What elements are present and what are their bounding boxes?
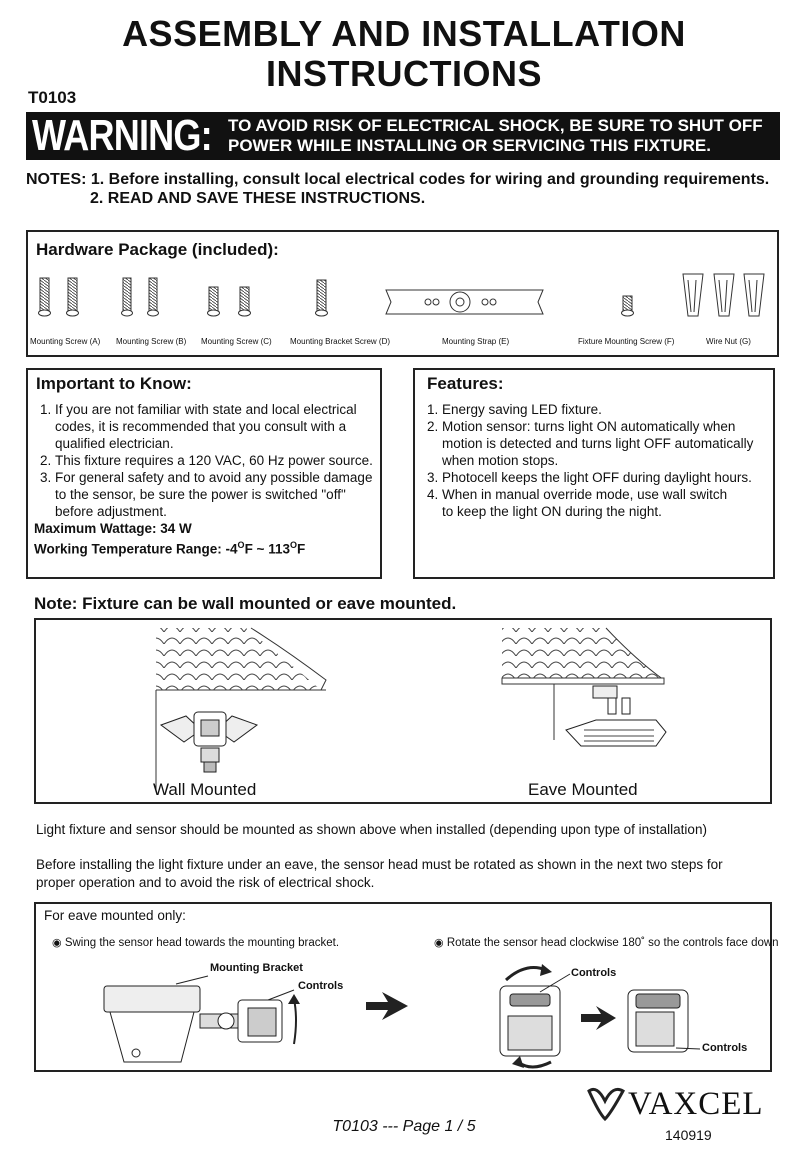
screw-b-icon <box>122 278 159 316</box>
screw-f-icon <box>622 296 634 316</box>
features-title: Features: <box>427 374 504 393</box>
eave-step-2: ◉ Rotate the sensor head clockwise 180˚ so the controls face down <box>434 937 779 949</box>
feature-line: to keep the light ON during the night. <box>442 504 662 519</box>
arrow-right-icon-2 <box>581 1006 616 1030</box>
mounting-illustration-box <box>34 618 772 804</box>
wall-mounted-label: Wall Mounted <box>153 780 257 799</box>
brand-logo <box>585 1083 627 1128</box>
important-list <box>34 401 374 558</box>
hardware-title: Hardware Package (included): <box>36 240 279 259</box>
notes <box>26 170 769 208</box>
eave-steps-illustration <box>36 904 770 1070</box>
hardware-label-a: Mounting Screw (A) <box>30 337 101 346</box>
important-box <box>26 368 382 579</box>
page-footer: T0103 --- Page 1 / 5 <box>332 1118 476 1135</box>
wall-fixture-icon <box>161 712 257 772</box>
rotated-sensor-result-icon <box>628 990 700 1052</box>
note-2: 2. READ AND SAVE THESE INSTRUCTIONS. <box>90 190 426 207</box>
eave-mounted-label: Eave Mounted <box>528 780 638 799</box>
page-title: ASSEMBLY AND INSTALLATION <box>122 13 686 54</box>
features-list <box>427 401 773 520</box>
important-item-3: 3. For general safety and to avoid any possible damage to the sensor, be sure the power is switched "off" before adjustment. <box>55 469 374 520</box>
important-item-1: 1. If you are not familiar with state and local electrical codes, it is recommended that you consult with a qualified electrician. <box>55 401 374 452</box>
model-code: T0103 <box>28 88 77 107</box>
controls-label-1: Controls <box>298 980 344 992</box>
eave-fixture-icon <box>566 686 666 746</box>
important-item-2: 2. This fixture requires a 120 VAC, 60 Hz power source. <box>55 452 374 469</box>
brand-name: VAXCEL <box>628 1086 764 1122</box>
eave-intro-line-1: Before installing the light fixture under an eave, the sensor head must be rotated as shown in the next two steps for <box>36 857 723 872</box>
feature-line: when motion stops. <box>442 453 559 468</box>
mounting-note: Note: Fixture can be wall mounted or eave mounted. <box>34 594 457 613</box>
note-1: NOTES: 1. Before installing, consult local electrical codes for wiring and grounding requirements. <box>26 171 770 188</box>
feature-line: 4. When in manual override mode, use wall switch <box>427 487 728 502</box>
important-title: Important to Know: <box>36 374 192 393</box>
eave-only-title: For eave mounted only: <box>44 908 186 923</box>
bracket-fixture-icon <box>104 976 300 1062</box>
warning-banner <box>26 112 780 160</box>
arrow-right-icon <box>366 992 408 1020</box>
hardware-label-c: Mounting Screw (C) <box>201 337 272 346</box>
controls-label-3: Controls <box>702 1042 748 1054</box>
mounting-bracket-label: Mounting Bracket <box>210 962 303 974</box>
feature-line: 3. Photocell keeps the light OFF during daylight hours. <box>427 470 752 485</box>
vaxcel-logo-icon <box>585 1083 627 1123</box>
wire-nut-icon <box>683 274 764 316</box>
feature-line: motion is detected and turns light OFF automatically <box>442 436 754 451</box>
warning-message <box>228 116 763 156</box>
mounting-illustrations <box>36 620 770 802</box>
screw-a-icon <box>39 278 79 316</box>
mounting-paragraph: Light fixture and sensor should be mounted as shown above when installed (depending upon type of installation) <box>36 822 707 837</box>
eave-intro-line-2: proper operation and to avoid the risk of electrical shock. <box>36 875 375 890</box>
warning-line-2: POWER WHILE INSTALLING OR SERVICING THIS FIXTURE. <box>228 136 711 155</box>
eave-only-box <box>34 902 779 1072</box>
max-wattage: Maximum Wattage: 34 W <box>34 521 192 536</box>
warning-label: WARNING: <box>32 111 212 160</box>
temperature-range: Working Temperature Range: $-4^OF$ ~ $113^OF$ <box>34 540 306 557</box>
roof-illustration-left <box>156 628 326 790</box>
controls-label-2: Controls <box>571 967 617 979</box>
eave-step-1: ◉ Swing the sensor head towards the mounting bracket. <box>52 937 340 949</box>
hardware-label-f: Fixture Mounting Screw (F) <box>578 337 675 346</box>
page-title-line2: INSTRUCTIONS <box>266 53 542 94</box>
mounting-strap-icon <box>386 290 543 314</box>
hardware-package-box <box>26 230 779 357</box>
eave-intro-paragraph <box>36 856 723 892</box>
hardware-label-d: Mounting Bracket Screw (D) <box>290 337 391 346</box>
hardware-label-b: Mounting Screw (B) <box>116 337 187 346</box>
screw-d-icon <box>316 280 328 316</box>
warning-line-1: TO AVOID RISK OF ELECTRICAL SHOCK, BE SURE TO SHUT OFF <box>228 116 763 135</box>
feature-line: 1. Energy saving LED fixture. <box>427 402 602 417</box>
feature-line: 2. Motion sensor: turns light ON automatically when <box>427 419 736 434</box>
hardware-label-g: Wire Nut (G) <box>706 337 751 346</box>
hardware-label-e: Mounting Strap (E) <box>442 337 510 346</box>
screw-c-icon <box>208 287 251 316</box>
features-box <box>413 368 775 579</box>
rotate-sensor-icon <box>500 964 570 1068</box>
document-code: 140919 <box>665 1127 712 1143</box>
